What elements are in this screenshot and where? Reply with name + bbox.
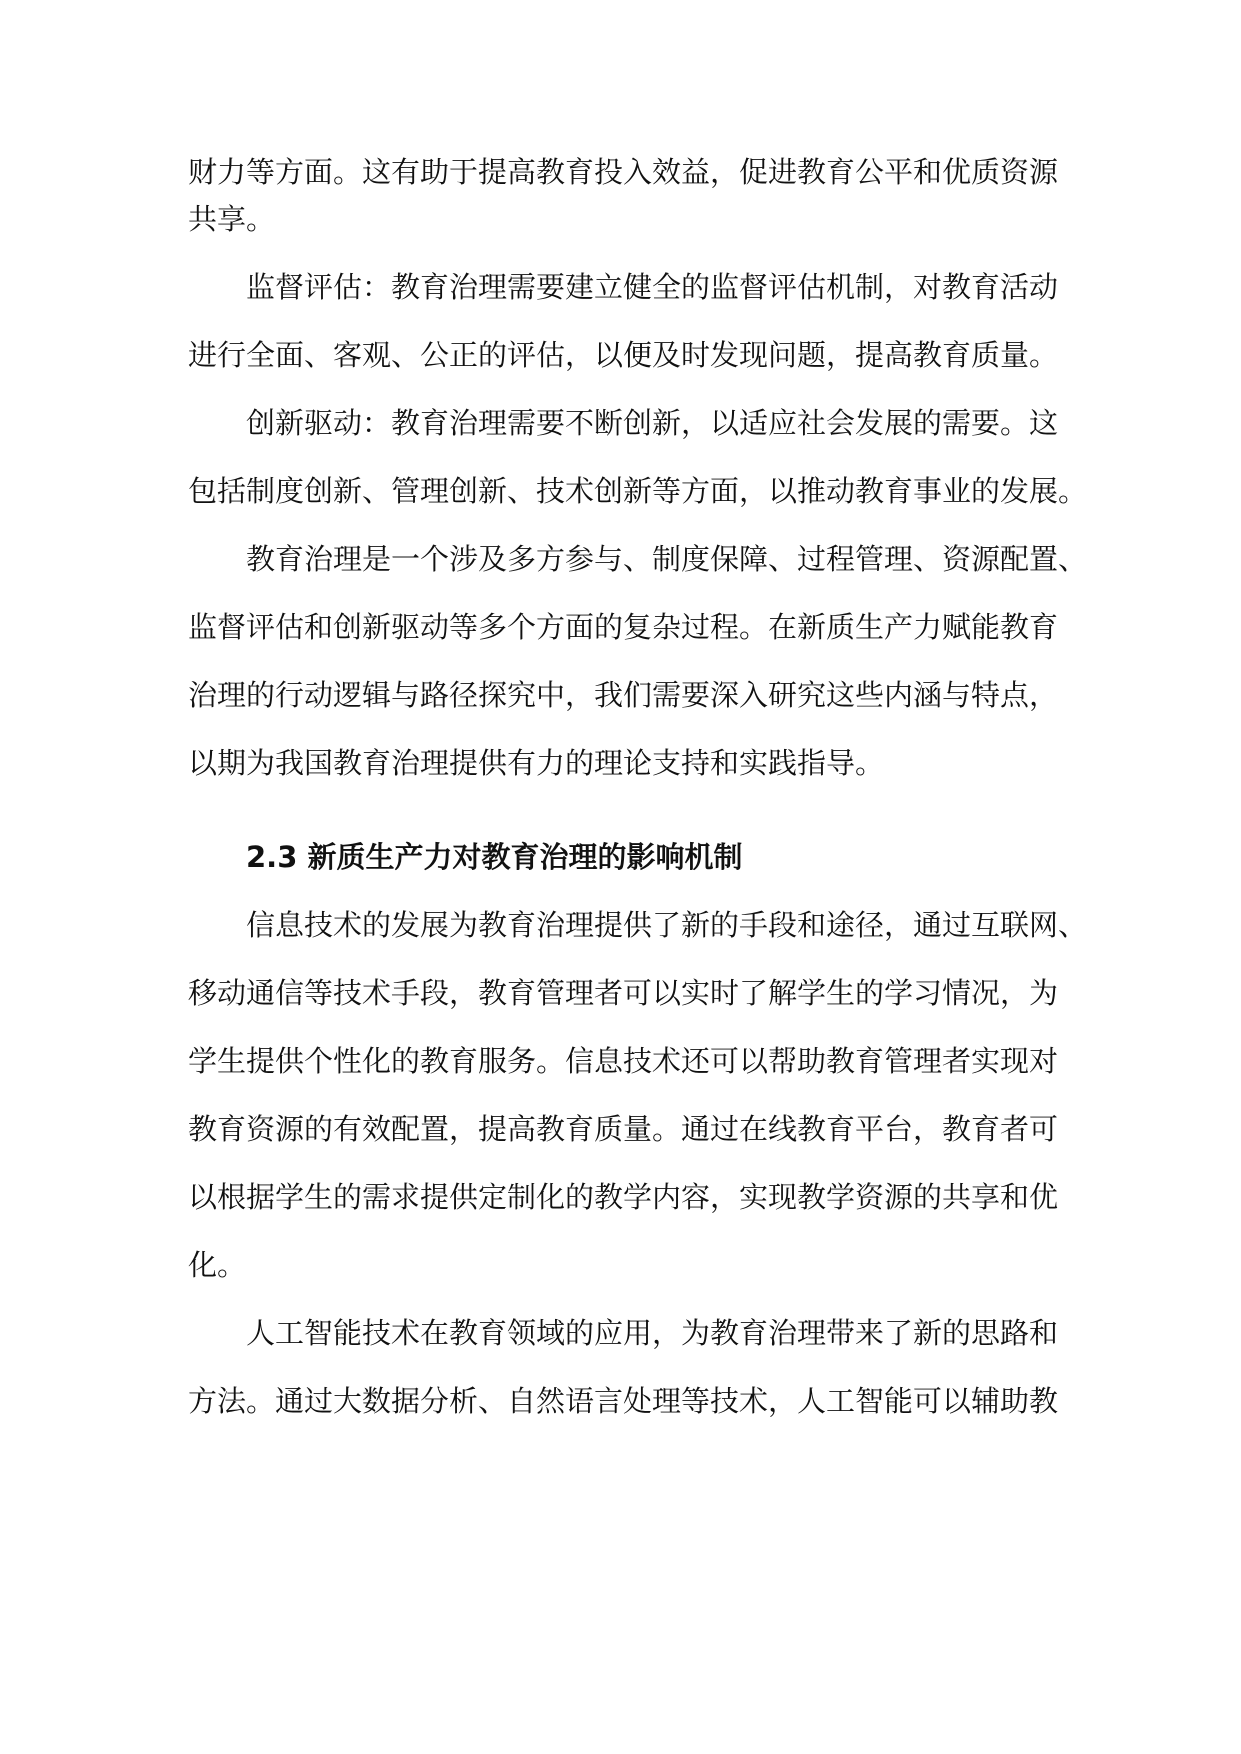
paragraph-line: 移动通信等技术手段，教育管理者可以实时了解学生的学习情况，为 xyxy=(188,976,1059,1010)
paragraph-line: 包括制度创新、管理创新、技术创新等方面，以推动教育事业的发展。 xyxy=(188,474,1088,508)
paragraph-line: 以根据学生的需求提供定制化的教学内容，实现教学资源的共享和优 xyxy=(188,1180,1059,1214)
paragraph-line: 治理的行动逻辑与路径探究中，我们需要深入研究这些内涵与特点， xyxy=(188,678,1059,712)
paragraph-line: 监督评估和创新驱动等多个方面的复杂过程。在新质生产力赋能教育 xyxy=(188,610,1059,644)
paragraph-line: 化。 xyxy=(188,1248,247,1282)
paragraph-line: 共享。 xyxy=(188,202,276,236)
paragraph-line: 学生提供个性化的教育服务。信息技术还可以帮助教育管理者实现对 xyxy=(188,1044,1059,1078)
paragraph-line: 财力等方面。这有助于提高教育投入效益，促进教育公平和优质资源 xyxy=(188,155,1059,189)
paragraph-line: 人工智能技术在教育领域的应用，为教育治理带来了新的思路和 xyxy=(246,1316,1059,1350)
paragraph-line: 方法。通过大数据分析、自然语言处理等技术，人工智能可以辅助教 xyxy=(188,1384,1059,1418)
paragraph-line: 监督评估：教育治理需要建立健全的监督评估机制，对教育活动 xyxy=(246,270,1059,304)
paragraph-line: 进行全面、客观、公正的评估，以便及时发现问题，提高教育质量。 xyxy=(188,338,1059,372)
paragraph-line: 创新驱动：教育治理需要不断创新，以适应社会发展的需要。这 xyxy=(246,406,1059,440)
paragraph-line: 以期为我国教育治理提供有力的理论支持和实践指导。 xyxy=(188,746,885,780)
section-heading: 2.3 新质生产力对教育治理的影响机制 xyxy=(246,840,743,874)
paragraph-line: 教育治理是一个涉及多方参与、制度保障、过程管理、资源配置、 xyxy=(246,542,1088,576)
paragraph-line: 教育资源的有效配置，提高教育质量。通过在线教育平台，教育者可 xyxy=(188,1112,1059,1146)
paragraph-line: 信息技术的发展为教育治理提供了新的手段和途径，通过互联网、 xyxy=(246,908,1088,942)
